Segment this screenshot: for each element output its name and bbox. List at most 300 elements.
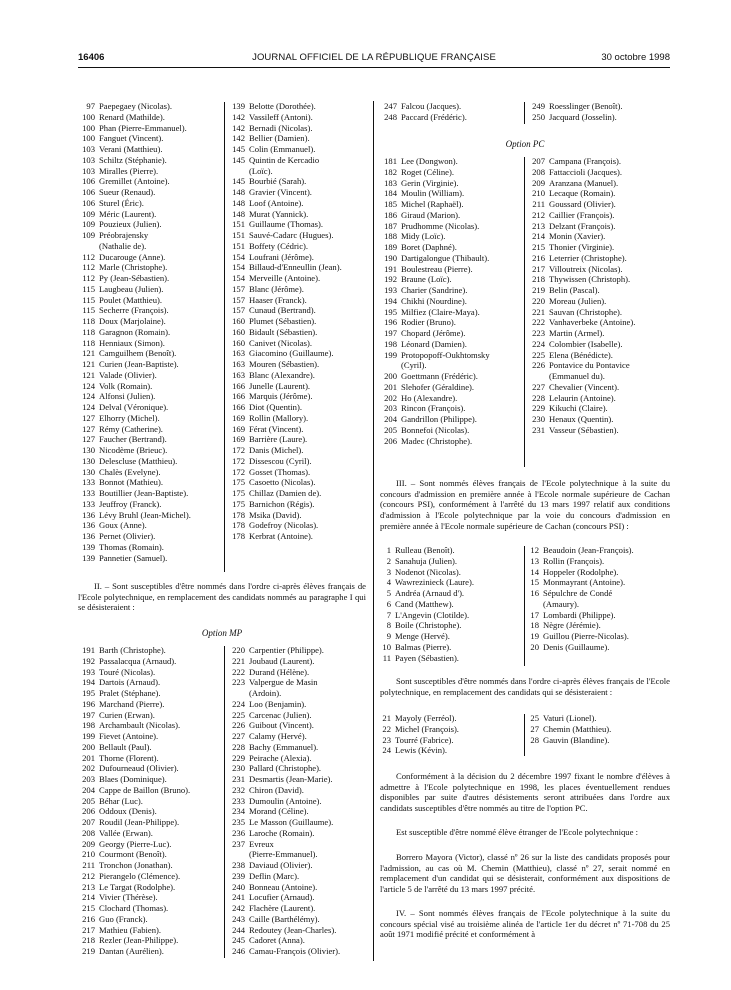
list-item: [78, 817, 221, 828]
rank-number: 133: [82, 498, 95, 509]
list-item: [228, 667, 368, 678]
list-item: [228, 295, 368, 306]
candidate-name: Flachère (Laurent).: [249, 903, 316, 913]
psi-list-col2: [528, 545, 670, 653]
candidate-name: Dumoulin (Antoine).: [249, 795, 322, 806]
candidate-name: Quintin de Kercadio: [249, 154, 320, 165]
candidate-name: Cunaud (Bertrand).: [249, 305, 316, 316]
candidate-name: Laugbeau (Julien).: [99, 283, 164, 294]
candidate-name: Plumet (Sébastien).: [249, 316, 317, 326]
list-item: [78, 925, 221, 936]
list-item: [228, 133, 368, 144]
list-item: [528, 713, 670, 724]
rank-number: 205: [384, 424, 397, 435]
list-item: [228, 499, 368, 510]
list-item: [380, 588, 522, 599]
rank-number: 221: [532, 306, 545, 317]
candidate-name: L'Angevin (Clotilde).: [395, 609, 470, 620]
list-item: [78, 155, 221, 166]
candidate-name: Sépulchre de Condé: [543, 588, 613, 598]
list-item: [528, 264, 670, 275]
rank-number: 24: [382, 745, 391, 756]
rank-number: 142: [232, 111, 245, 122]
psi-list-col1: [380, 545, 522, 663]
pc-list-col2: [528, 156, 670, 436]
candidate-name: Evreux: [249, 838, 274, 849]
rank-number: 202: [82, 763, 95, 774]
rank-number: 220: [232, 645, 245, 655]
list-item: [528, 167, 670, 178]
rank-number: 223: [232, 677, 245, 688]
candidate-name: Blanc (Jérôme).: [249, 283, 304, 294]
candidate-name: Michel (Raphaël).: [401, 199, 464, 209]
candidate-name: (Emmanuel du).: [549, 371, 605, 381]
rank-number: 139: [82, 541, 95, 552]
list-item: [228, 424, 368, 435]
rank-number: 198: [82, 720, 95, 731]
candidate-name: Goussard (Olivier).: [549, 199, 616, 209]
candidate-name: Sueur (Renaud).: [99, 187, 156, 197]
column-divider: [524, 157, 525, 467]
list-item: [78, 731, 221, 742]
list-item: [78, 763, 221, 774]
candidate-name: Andréa (Arnaud d').: [395, 588, 465, 598]
candidate-name: Delescluse (Matthieu).: [99, 455, 178, 466]
candidate-name: Wawrezinieck (Laure).: [395, 577, 474, 588]
list-item: [228, 144, 368, 155]
list-item: [78, 774, 221, 785]
rank-number: 139: [232, 101, 245, 111]
rank-number: 201: [82, 752, 95, 763]
candidate-name: Chevalier (Vincent).: [549, 381, 620, 392]
list-item: [78, 839, 221, 850]
rank-number: 172: [232, 455, 245, 466]
list-item: [78, 710, 221, 721]
paragraph-II: II. – Sont susceptibles d'être nommés dans l'ordre ci-après élèves français de l'Ecole polytechnique, en remplacement des candidats nommés au paragraphe I qui se désisteraient :: [78, 581, 366, 613]
list-item: [228, 198, 368, 209]
candidate-name: Chopard (Jérôme).: [401, 328, 466, 338]
mp-list-col2: [228, 645, 368, 957]
candidate-name: Prudhomme (Nicolas).: [401, 220, 480, 231]
rank-number: 202: [384, 392, 397, 403]
candidate-name: Roudil (Jean-Philippe).: [99, 817, 180, 827]
rank-number: 145: [232, 154, 245, 165]
candidate-name: Léonard (Damien).: [401, 338, 467, 349]
candidate-name: Caille (Barthélémy).: [249, 913, 320, 924]
candidate-name: Vaturi (Lionel).: [543, 713, 597, 723]
list-item: [228, 935, 368, 946]
list-item: [380, 745, 522, 756]
rank-number: 136: [82, 509, 95, 520]
candidate-name: Gauvin (Blandine).: [543, 734, 610, 745]
candidate-name: Denis (Guillaume).: [543, 641, 610, 652]
candidate-name: Rodier (Bruno).: [401, 317, 456, 328]
candidate-name: Chillaz (Damien de).: [249, 488, 322, 498]
list-item: [78, 381, 221, 392]
candidate-name: Giraud (Marion).: [401, 209, 461, 220]
candidate-name: Bonnefoi (Nicolas).: [401, 424, 470, 435]
list-item: [528, 101, 670, 112]
rank-number: 169: [232, 412, 245, 423]
candidate-name: Carpentier (Philippe).: [249, 645, 324, 655]
option-pc-heading: Option PC: [505, 139, 545, 149]
list-item: [528, 425, 670, 436]
rank-number: 9: [386, 631, 391, 641]
candidate-name: Martin (Armel).: [549, 328, 605, 338]
candidate-name: Guibout (Vincent).: [249, 720, 314, 731]
rank-number: 139: [82, 552, 95, 563]
candidate-name: Pralet (Stéphane).: [99, 688, 161, 698]
list-item: [228, 101, 368, 112]
list-item: [228, 370, 368, 381]
candidate-name: Fattaccioli (Jacques).: [549, 166, 623, 177]
rank-number: 198: [384, 338, 397, 349]
candidate-name: Renard (Mathilde).: [99, 111, 165, 122]
candidate-name: Billaud-d'Enneullin (Jean).: [249, 262, 342, 273]
reserve-list-col1: [380, 713, 522, 756]
list-item: [78, 424, 221, 435]
candidate-name: Payen (Sébastien).: [395, 652, 459, 663]
candidate-name: Bonneau (Antoine).: [249, 881, 318, 892]
rank-number: 154: [232, 251, 245, 262]
list-item: [528, 253, 670, 264]
candidate-name: Paccard (Frédéric).: [401, 111, 467, 122]
candidate-name: Sturel (Éric).: [99, 197, 144, 208]
list-item: [228, 187, 368, 198]
list-item: [380, 178, 522, 189]
rank-number: 130: [82, 455, 95, 466]
rank-number: 215: [532, 242, 545, 252]
rank-number: 203: [82, 774, 95, 784]
list-item: [528, 371, 670, 382]
rank-number: 218: [82, 935, 95, 946]
candidate-name: Nègre (Jérémie).: [543, 620, 601, 631]
list-item: [528, 307, 670, 318]
candidate-name: Gremillet (Antoine).: [99, 176, 170, 187]
rank-number: 100: [82, 111, 95, 122]
rank-number: 109: [82, 219, 95, 230]
list-item: [78, 531, 221, 542]
candidate-name: Jacquard (Josselin).: [549, 111, 617, 122]
rank-number: 239: [232, 870, 245, 881]
candidate-name: Bonnot (Mathieu).: [99, 477, 163, 488]
list-item: [380, 610, 522, 621]
candidate-name: Goux (Anne).: [99, 520, 147, 531]
candidate-name: Henaux (Quentin).: [549, 414, 614, 424]
candidate-name: Thomas (Romain).: [99, 541, 164, 552]
list-item: [380, 210, 522, 221]
rank-number: 225: [532, 349, 545, 360]
list-item: [228, 381, 368, 392]
rank-number: 151: [232, 240, 245, 251]
rank-number: 169: [232, 434, 245, 445]
rank-number: [380, 360, 397, 371]
candidate-name: Barth (Christophe).: [99, 645, 166, 655]
candidate-name: Camau-François (Olivier).: [249, 946, 341, 956]
candidate-name: Michel (François).: [395, 723, 459, 734]
list-item: [228, 434, 368, 445]
candidate-name: Lewis (Kévin).: [395, 745, 448, 756]
candidate-name: Dartois (Arnaud).: [99, 677, 161, 688]
rank-number: 4: [386, 577, 391, 588]
candidate-name: Marquis (Jérôme).: [249, 391, 313, 402]
list-item: [78, 241, 221, 252]
candidate-name: Vivier (Thérèse).: [99, 892, 158, 903]
rank-number: 154: [232, 273, 245, 283]
rank-number: 204: [384, 414, 397, 424]
rank-number: 248: [384, 111, 397, 122]
candidate-name: Oddoux (Denis).: [99, 806, 157, 817]
list-item: [228, 710, 368, 721]
rank-number: 112: [82, 251, 95, 262]
candidate-name: Tourré (Fabrice).: [395, 734, 454, 745]
list-item: [78, 176, 221, 187]
candidate-name: Verani (Matthieu).: [99, 144, 163, 154]
candidate-name: Le Masson (Guillaume).: [249, 817, 334, 827]
rank-number: 133: [82, 477, 95, 488]
list-item: [528, 285, 670, 296]
candidate-name: Phan (Pierre-Emmanuel).: [99, 122, 187, 133]
list-item: [228, 785, 368, 796]
rank-number: [78, 241, 95, 252]
candidate-name: (Pierre-Emmanuel).: [249, 849, 318, 860]
rank-number: 20: [530, 641, 539, 652]
candidate-name: Pierangelo (Clémence).: [99, 870, 181, 881]
candidate-name: Valpergue de Masin: [249, 677, 318, 688]
rank-number: 130: [82, 466, 95, 477]
rank-number: 15: [530, 577, 539, 588]
list-item: [380, 545, 522, 556]
candidate-name: Delzant (François).: [549, 220, 616, 231]
list-item: [528, 631, 670, 642]
candidate-name: Danis (Michel).: [249, 445, 304, 455]
list-item: [528, 382, 670, 393]
list-item: [78, 806, 221, 817]
rank-number: 12: [530, 545, 539, 555]
list-item: [228, 645, 368, 656]
reserve-list-col2: [528, 713, 670, 745]
rank-number: [228, 849, 245, 860]
candidate-name: Schiltz (Stéphanie).: [99, 154, 167, 165]
list-item: [78, 667, 221, 678]
list-item: [380, 296, 522, 307]
candidate-name: Boile (Christophe).: [395, 620, 462, 631]
list-item: [78, 338, 221, 349]
candidate-name: Cappe de Baillon (Bruno).: [99, 784, 191, 795]
rank-number: 227: [232, 731, 245, 741]
rank-number: 234: [232, 806, 245, 817]
candidate-name: Moreau (Julien).: [549, 295, 607, 306]
rank-number: 133: [82, 488, 95, 498]
rank-number: 106: [82, 176, 95, 187]
rank-number: 250: [532, 111, 545, 122]
rank-number: 145: [232, 144, 245, 154]
rank-number: 224: [532, 338, 545, 349]
list-item: [380, 393, 522, 404]
candidate-name: Blaes (Dominique).: [99, 774, 167, 784]
list-item: [228, 359, 368, 370]
list-item: [228, 305, 368, 316]
list-item: [78, 370, 221, 381]
list-item: [528, 414, 670, 425]
rank-number: 226: [232, 720, 245, 731]
candidate-name: Pernet (Olivier).: [99, 531, 156, 541]
list-item: [380, 350, 522, 361]
rank-number: 103: [82, 154, 95, 165]
candidate-name: (Cyril).: [401, 360, 427, 371]
list-item: [380, 653, 522, 664]
list-item: [528, 188, 670, 199]
rank-number: 229: [232, 752, 245, 763]
list-item: [78, 252, 221, 263]
list-item: [78, 305, 221, 316]
candidate-name: Paepegaey (Nicolas).: [99, 101, 173, 111]
rank-number: 103: [82, 165, 95, 176]
list-item: [78, 542, 221, 553]
candidate-name: Pouzieux (Julien).: [99, 219, 162, 230]
rank-number: 236: [232, 827, 245, 838]
list-item: [380, 112, 520, 123]
rank-number: 163: [232, 369, 245, 380]
candidate-name: Blanc (Alexandre).: [249, 369, 315, 380]
candidate-name: Rulleau (Benoît).: [395, 545, 455, 555]
list-item: [228, 176, 368, 187]
list-item: [78, 284, 221, 295]
list-item: [380, 713, 522, 724]
rank-number: 103: [82, 144, 95, 154]
candidate-name: Haaser (Franck).: [249, 294, 307, 305]
candidate-name: Morand (Céline).: [249, 806, 309, 817]
rank-number: 205: [82, 795, 95, 806]
candidate-name: Garagnon (Romain).: [99, 326, 171, 337]
rank-number: 196: [384, 317, 397, 328]
list-item: [228, 849, 368, 860]
list-item: [78, 785, 221, 796]
candidate-name: Marchand (Pierre).: [99, 698, 165, 709]
list-item: [78, 520, 221, 531]
rank-number: 194: [82, 677, 95, 688]
paragraph-borrero: Borrero Mayora (Victor), classé nº 26 sur la liste des candidats proposés pour l'admission, au cas où M. Chemin (Matthieu), classé nº 27, serait nommé en remplacement d'un candidat qui se désisterait, conformément aux dispositions de l'article 5 de l'arrêté du 13 mars 1997 précité.: [380, 852, 670, 895]
list-item: [78, 273, 221, 284]
rank-number: 246: [232, 946, 245, 956]
candidate-name: Le Targat (Rodolphe).: [99, 881, 176, 892]
candidate-name: Nodenot (Nicolas).: [395, 566, 461, 577]
rank-number: 185: [384, 199, 397, 209]
candidate-name: Curien (Jean-Baptiste).: [99, 359, 179, 369]
candidate-name: Loof (Antoine).: [249, 197, 304, 208]
list-item: [78, 935, 221, 946]
candidate-name: Barrière (Laure).: [249, 434, 308, 445]
list-item: [380, 631, 522, 642]
rank-number: 200: [384, 371, 397, 381]
rank-number: 183: [384, 177, 397, 188]
page-center-divider: [373, 101, 374, 961]
rank-number: 136: [82, 520, 95, 531]
list-item: [78, 402, 221, 413]
list-item: [228, 123, 368, 134]
list-item: [78, 434, 221, 445]
list-item: [228, 488, 368, 499]
list-item: [528, 360, 670, 371]
list-item: [78, 720, 221, 731]
candidate-name: Clochard (Thomas).: [99, 903, 169, 913]
list-item: [78, 477, 221, 488]
rank-number: 178: [232, 509, 245, 520]
candidate-name: Jeuffroy (Franck).: [99, 498, 162, 509]
list-item: [228, 903, 368, 914]
rank-number: 201: [384, 381, 397, 392]
candidate-name: Passalacqua (Arnaud).: [99, 655, 177, 666]
rank-number: 200: [82, 741, 95, 752]
rank-number: 1: [386, 545, 391, 555]
candidate-name: Boutillier (Jean-Baptiste).: [99, 488, 189, 498]
rank-number: [528, 371, 545, 382]
candidate-name: Bellier (Damien).: [249, 133, 310, 144]
list-item: [228, 273, 368, 284]
rank-number: 172: [232, 466, 245, 477]
candidate-name: Chiron (David).: [249, 784, 304, 795]
rank-number: [528, 599, 539, 610]
rank-number: 112: [82, 262, 95, 273]
rank-number: 157: [232, 294, 245, 305]
list-item: [380, 567, 522, 578]
list-item: [528, 642, 670, 653]
rank-number: 214: [532, 231, 545, 242]
list-item: [78, 742, 221, 753]
rank-number: 209: [532, 177, 545, 188]
rank-number: 191: [82, 645, 95, 655]
candidate-name: Monmayrant (Antoine).: [543, 577, 626, 588]
list-item: [78, 327, 221, 338]
candidate-name: Miralles (Pierre).: [99, 165, 159, 176]
list-item: [380, 599, 522, 610]
list-item: [78, 488, 221, 499]
candidate-name: Bernadi (Nicolas).: [249, 122, 313, 133]
rank-number: 210: [82, 849, 95, 860]
rank-number: 238: [232, 860, 245, 870]
candidate-name: Touré (Nicolas).: [99, 666, 156, 677]
candidate-name: Deflin (Marc).: [249, 870, 300, 881]
list-item: [228, 677, 368, 688]
rank-number: 127: [82, 412, 95, 423]
list-item: [528, 210, 670, 221]
rank-number: 2: [386, 555, 391, 566]
rank-number: 231: [232, 774, 245, 784]
rank-number: 247: [384, 101, 397, 111]
candidate-name: Leterrier (Christophe).: [549, 252, 627, 263]
candidate-name: Camguilhem (Benoît).: [99, 348, 177, 359]
pc-list-col1: [380, 156, 522, 446]
rank-number: 169: [232, 423, 245, 434]
list-item: [380, 339, 522, 350]
rank-number: 18: [530, 620, 539, 631]
rank-number: 235: [232, 817, 245, 827]
candidate-name: Thonier (Virginie).: [549, 242, 615, 252]
list-item: [380, 620, 522, 631]
list-item: [78, 316, 221, 327]
list-item: [78, 144, 221, 155]
rank-number: 148: [232, 197, 245, 208]
candidate-name: Henniaux (Simon).: [99, 337, 165, 348]
rank-number: 6: [386, 598, 391, 609]
rank-number: 148: [232, 208, 245, 219]
candidate-name: Curien (Erwan).: [99, 709, 155, 720]
list-item: [78, 892, 221, 903]
candidate-name: Guillaume (Thomas).: [249, 219, 323, 230]
candidate-name: Calamy (Hervé).: [249, 731, 307, 741]
candidate-name: Dissescou (Cyril).: [249, 455, 312, 466]
rank-number: 199: [384, 349, 397, 360]
